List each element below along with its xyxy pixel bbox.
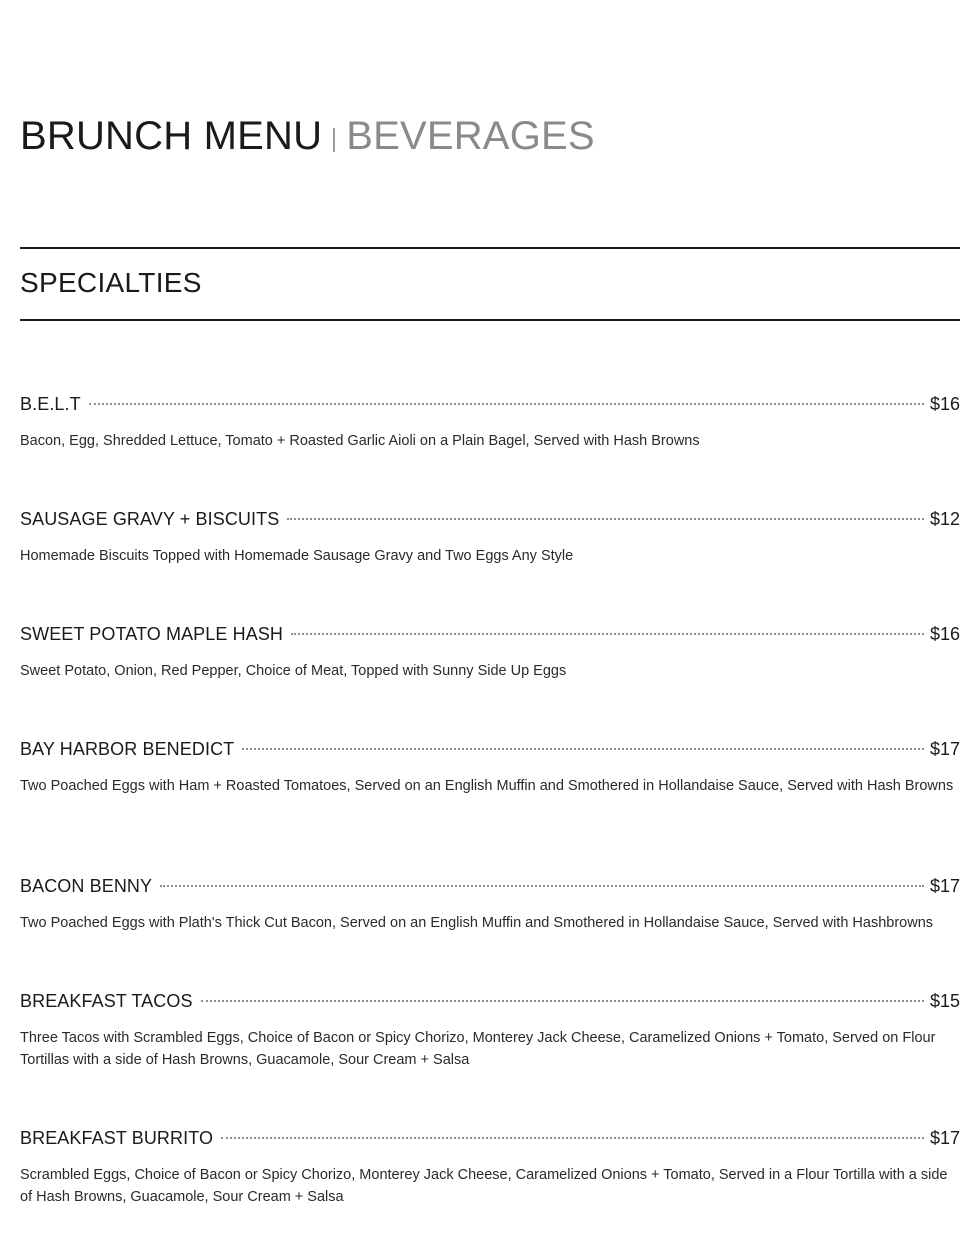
menu-item — [20, 392, 960, 452]
menu-tabs — [20, 112, 595, 160]
item-name: BREAKFAST TACOS — [20, 991, 193, 1011]
menu-item — [20, 874, 960, 934]
dot-leader — [291, 633, 924, 635]
item-description: Scrambled Eggs, Choice of Bacon or Spicy Chorizo, Monterey Jack Cheese, Caramelized Onions + Tomato, Served in a Flour Tortilla with a side of Hash Browns, Guacamole, Sour Cream + Salsa — [20, 1167, 948, 1205]
tab-divider — [333, 128, 335, 152]
item-description: Three Tacos with Scrambled Eggs, Choice of Bacon or Spicy Chorizo, Monterey Jack Cheese, Caramelized Onions + Tomato, Served on Flour Tortillas with a side of Hash Browns, Guacamole, Sour Cream + Salsa — [20, 1030, 936, 1068]
item-name: BACON BENNY — [20, 876, 153, 896]
section-rule-top — [20, 247, 960, 249]
item-price: $16 — [929, 624, 960, 644]
item-name: SAUSAGE GRAVY + BISCUITS — [20, 509, 280, 529]
item-name: BREAKFAST BURRITO — [20, 1128, 214, 1148]
dot-leader — [287, 518, 924, 520]
dot-leader — [221, 1137, 924, 1139]
item-description: Two Poached Eggs with Ham + Roasted Tomatoes, Served on an English Muffin and Smothered in Hollandaise Sauce, Served with Hash Browns — [20, 778, 954, 794]
item-price: $17 — [929, 1128, 960, 1148]
item-name: B.E.L.T — [20, 394, 81, 414]
item-description: Two Poached Eggs with Plath's Thick Cut Bacon, Served on an English Muffin and Smothered in Hollandaise Sauce, Served with Hashbrowns — [20, 915, 934, 931]
item-price: $17 — [929, 876, 960, 896]
section-rule-bottom — [20, 319, 960, 321]
tab-brunch-menu[interactable]: BRUNCH MENU — [20, 114, 323, 158]
menu-item — [20, 737, 960, 797]
dot-leader — [242, 748, 924, 750]
dot-leader — [201, 1000, 924, 1002]
menu-item — [20, 989, 960, 1071]
item-description: Sweet Potato, Onion, Red Pepper, Choice of Meat, Topped with Sunny Side Up Eggs — [20, 663, 567, 679]
item-price: $12 — [929, 509, 960, 529]
item-description: Homemade Biscuits Topped with Homemade Sausage Gravy and Two Eggs Any Style — [20, 548, 574, 564]
item-price: $16 — [929, 394, 960, 414]
item-price: $17 — [929, 739, 960, 759]
item-price: $15 — [929, 991, 960, 1011]
menu-item — [20, 622, 960, 682]
tab-beverages[interactable]: BEVERAGES — [346, 114, 595, 158]
item-name: SWEET POTATO MAPLE HASH — [20, 624, 284, 644]
item-description: Bacon, Egg, Shredded Lettuce, Tomato + Roasted Garlic Aioli on a Plain Bagel, Served with Hash Browns — [20, 433, 700, 449]
section-title: SPECIALTIES — [20, 267, 202, 298]
menu-item — [20, 507, 960, 567]
dot-leader — [89, 403, 924, 405]
item-name: BAY HARBOR BENEDICT — [20, 739, 235, 759]
menu-item — [20, 1126, 960, 1208]
dot-leader — [160, 885, 924, 887]
